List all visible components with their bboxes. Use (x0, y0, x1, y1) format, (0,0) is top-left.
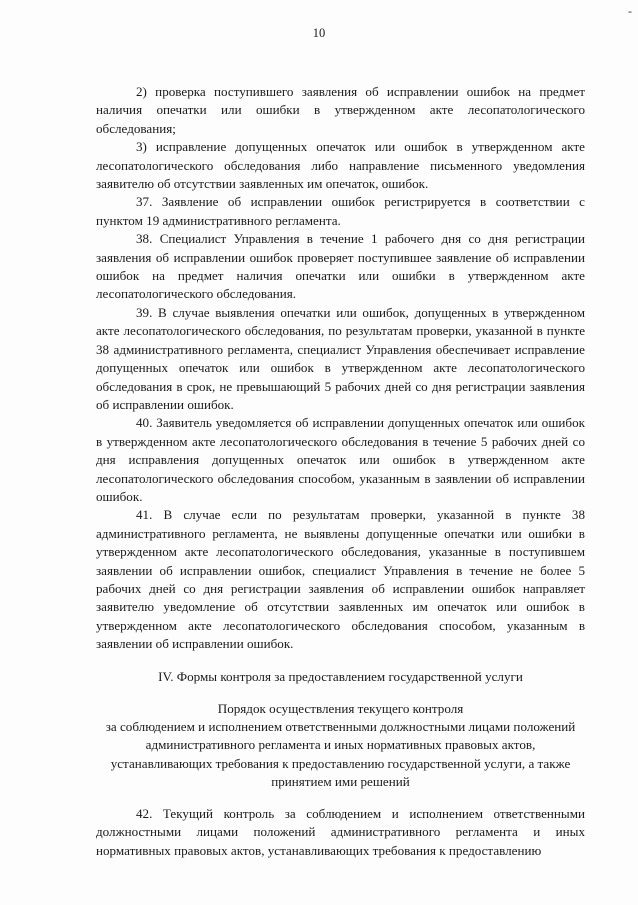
section-heading: IV. Формы контроля за предоставлением государственной услуги (158, 668, 523, 684)
subsection-title: Порядок осуществления текущего контроля (217, 701, 464, 716)
corner-mark: - (628, 4, 632, 18)
paragraph-38: 38. Специалист Управления в течение 1 рабочего дня со дня регистрации заявления об исправлении ошибок проверяет поступившее заявление об исправлении ошибок на предмет наличия опечатки или ошибки в утвержденном акте лесопатологического обследования. (96, 231, 585, 302)
paragraph-42: 42. Текущий контроль за соблюдением и исполнением ответственными должностными лицами положений административного регламента и иных нормативных правовых актов, устанавливающих требования к предоставлению (96, 806, 585, 858)
document-body (96, 83, 585, 860)
paragraph-41: 41. В случае если по результатам проверки, указанной в пункте 38 административного регламента, не выявлены допущенные опечатки или ошибки в утвержденном акте лесопатологического обследования, указанные в поступившем заявлении об исправлении ошибок, специалист Управления в течение не более 5 рабочих дней со дня регистрации заявления об исправлении ошибок направляет заявителю уведомление об отсутствии заявленных им опечаток или ошибок в утвержденном акте лесопатологического обследования способом, указанным в заявлении об исправлении ошибок. (96, 507, 585, 652)
paragraph-item-3: 3) исправление допущенных опечаток или ошибок в утвержденном акте лесопатологического обследования либо направление письменного уведомления заявителю об отсутствии заявленных им опечаток, ошибок. (96, 139, 585, 192)
paragraph-37: 37. Заявление об исправлении ошибок регистрируется в соответствии с пунктом 19 административного регламента. (96, 194, 585, 228)
subsection-heading (96, 700, 585, 791)
page-number: 10 (312, 26, 326, 40)
paragraph-40: 40. Заявитель уведомляется об исправлении допущенных опечаток или ошибок в утвержденном акте лесопатологического обследования в течение 5 рабочих дней со дня исправления допущенных опечаток или ошибок в утвержденном акте лесопатологического обследования способом, указанным в заявлении об исправлении ошибок. (96, 415, 585, 504)
paragraph-item-2: 2) проверка поступившего заявления об исправлении ошибок на предмет наличия опечатки или ошибки в утвержденном акте лесопатологического обследования; (96, 84, 585, 136)
subsection-description: за соблюдением и исполнением ответственными должностными лицами положений административного регламента и иных нормативных правовых актов, устанавливающих требования к предоставлению государственной услуги, а также принятием ими решений (105, 719, 576, 789)
paragraph-39: 39. В случае выявления опечатки или ошибок, допущенных в утвержденном акте лесопатологического обследования, по результатам проверки, указанной в пункте 38 административного регламента, специалист Управления обеспечивает исправление допущенных опечаток или ошибок в утвержденном акте лесопатологического обследования в срок, не превышающий 5 рабочих дней со дня регистрации заявления об исправлении ошибок. (96, 304, 585, 412)
